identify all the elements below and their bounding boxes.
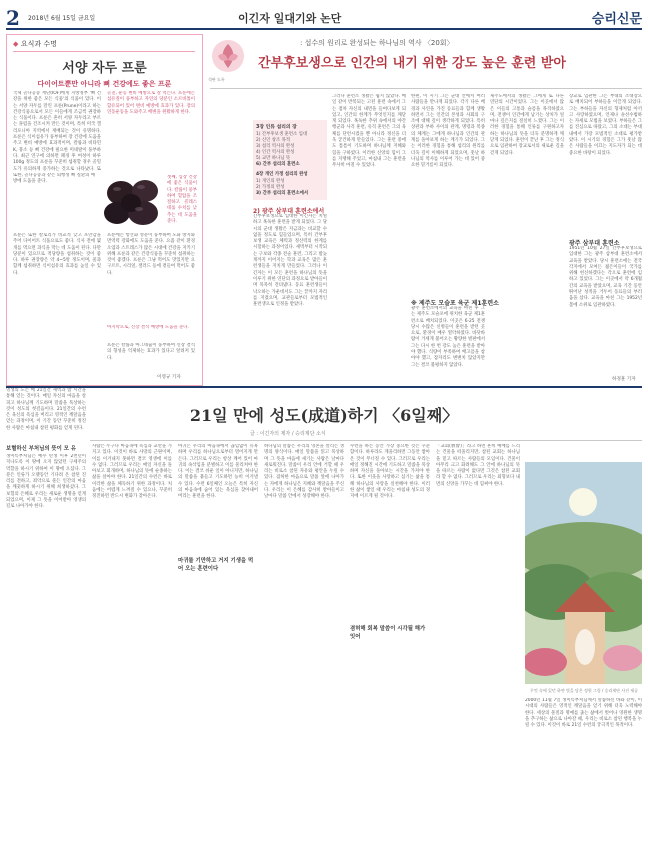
prune-article bbox=[6, 34, 203, 386]
article-body-3: 프룬에는 항산화 성분이 풍부하여 노화 방지와 면역력 강화에도 도움을 준다. 요즘 같이 환경 오염과 스트레스가 많은 시대에 건강을 지키기 위해 프룬과 같은 건강식품을 꾸준히 섭취하는 것이 좋겠다. 프룬은 그냥 먹어도 맛있지만 요구르트, 시리얼, 샐러드 등에 곁들여 먹어도 좋다. bbox=[107, 233, 195, 276]
article-credit: 이영규 기자 bbox=[157, 375, 181, 380]
series-title: : 섭수의 원리로 완성되는 하나님의 역사 〈20회〉 bbox=[300, 39, 454, 47]
bottom-column-5: 수련을 하는 동안 가장 중요한 것은 꾸준함이다. 하루라도 게을리하면 그동안 쌓아 온 것이 무너질 수 있다. 그러므로 우리는 매일 정해진 시간에 기도하고 말씀을 묵상하며 자신을 돌아보는 시간을 가져야 한다. 또한 이웃을 사랑하고 섬기는 삶을 통해 하나님의 사랑을 실천해야 한다. 이러한 삶이 쌓일 때 우리는 마침내 성도의 경지에 이르게 될 것이다. bbox=[350, 444, 430, 500]
contents-item: 3) 섭리 역사의 완성 bbox=[256, 144, 295, 149]
article-body-1: 국제 골다공증 재단(IOF)에게 지방정부 '뼈 건강을 위한 좋은 모든 식품'의 식품이 있다. 이는 서양 자두를 말린 프룬(Prune)이라고 하는 건강식품으로서 모든 이들에게 조금씩 권장하는 식품이다. 프룬은 흔히 서양 자두라고 부르는 플럼을 건조시켜 만든 것이며, 특히 미국 캘리포니아 지역에서 재배되는 것이 유명하다. 프룬은 식이섬유가 풍부하여 장 건강에 도움을 주고 변비 예방에 효과적이며, 칼륨과 비타민 K, 붕소 등 뼈 건강에 필요한 미네랄이 풍부하다. 최근 연구에 의하면 폐경 후 여성이 하루 100g 정도의 프룬을 꾸준히 섭취할 경우 골밀도가 유의하게 증가하는 것으로 나타났다. 또 bbox=[13, 91, 101, 171]
section-heading: 2) 광주 삼부대 훈련소에서 bbox=[253, 208, 325, 215]
article-quote-4: 마지막으로, 신장 결석 예방에 도움을 준다. bbox=[107, 325, 189, 330]
article-column-1: 간부후보생으로 입대한 이긴자는 치열하고 혹독한 훈련을 받게 되었다. 그 당시의 군대 생활은 지금과는 비교할 수 없을 정도로 힘들었으며, 특히 간부후보생 교육은 체력과 정신력의 한계를 시험하는 과정이었다. 새벽부터 시작되는 구보와 각종 전술 훈련, 그리고 밤늦게까지 이어지는 학과 교육은 많은 훈련생들을 지치게 만들었다. 그러나 이긴자는 이 모든 훈련을 하나님의 뜻을 이루기 위한 연단의 과정으로 받아들이며 묵묵히 견뎌냈다. 동료 훈련생들이 낙오하는 가운데서도 그는 끝까지 자리를 지켰으며, 교관들로부터 모범적인 훈련생으로 인정을 받았다. bbox=[253, 214, 327, 308]
contents-item: 6) 간부 섭리의 훈련소 bbox=[256, 162, 300, 167]
article-column-2: 그러나 훈련소 생활은 쉽지 않았다. 매일 같이 반복되는 고된 훈련 속에서 그는 점차 자신의 내면을 들여다보게 되었고, 인간의 한계가 무엇인지를 깨닫게 되었다. 혹독한 추위 속에서의 야간 행군과 사격 훈련, 유격 훈련은 그의 육체를 단련시켰을 뿐 아니라 정신을 더욱 굳건하게 만들었다. 그는 훈련 중에도 틈틈이 기도하며 하나님께 지혜와 힘을 구하였다. 이러한 신앙의 힘이 그를 지탱해 주었고, 마침내 그는 훈련을 무사히 마칠 수 있었다. bbox=[332, 94, 406, 169]
contents-title: 3장 인류 섭리의 장 bbox=[256, 125, 297, 130]
article-body-2: 프룬은 또한 칼로리가 비교적 낮고 포만감을 주어 다이어트 식품으로도 좋다. 식사 전에 몇 개를 먹으면 과식을 막는 데 도움이 된다. 다만 당분이 있으므로 적당량을 섭취하는 것이 좋다. 하루 권장량은 약 4~5알 정도이며, 물과 함께 섭취하면 식이섬유의 효과를 높일 수 있다. bbox=[13, 233, 101, 276]
logo-caption: 석판 도록 bbox=[208, 77, 225, 82]
bottom-column-7: 2000년 11월 7일 생미륵부처님께서 말씀하신 바와 같이, 이 시대의 사람들은 영적인 깨달음을 얻기 위해 더욱 노력해야 한다. 세상의 물질과 명예를 좇는 삶에서 벗어나 영원한 생명을 추구하는 삶으로 나아갈 때, 우리는 비로소 참된 행복을 누릴 수 있다. 이것이 바로 21일 수련의 궁극적인 목적이다. bbox=[525, 698, 642, 729]
bottom-byline: 글 : 이긴자의 제자 / 승리제단 소식 bbox=[250, 431, 326, 437]
bottom-column-4: 하나님의 말씀은 우리의 영혼을 살리는 생명의 양식이다. 매일 말씀을 읽고 묵상하며 그 뜻을 마음에 새기는 사람은 날마다 새로워진다. 말씀이 우리 안에 거할 때 우리는 비로소 참된 자유와 평안을 누릴 수 있다. 겸허한 마음으로 말씀 앞에 나아가는 자에게 하나님은 지혜와 깨달음을 주신다. 우리는 이 은혜를 감사히 받아들이고 날마다 말씀 안에서 성장해야 한다. bbox=[264, 444, 344, 500]
contents-item: 1) 간부후보생 훈련소 입대 bbox=[256, 132, 308, 137]
article-column-7: 1951년 10월 27일 간부후보생으로 입대한 그는 광주 삼부대 훈련소에서 교육을 받았다. 당시 훈련소에는 전국 각지에서 모여든 젊은이들이 국가를 위해 헌신하겠다는 각오로 훈련에 임하고 있었다. 그는 이곳에서 약 6개월간의 교육을 받았으며, 교육 기간 동안 뛰어난 성적을 거두어 동료들의 부러움을 샀다. 교육을 마친 그는 1952년 봄에 소위로 임관하였다. bbox=[569, 246, 642, 308]
tag-marker-icon: ◆ bbox=[13, 40, 21, 48]
page-header bbox=[6, 6, 642, 30]
article-column-3: 한편, 이 시기 그는 군대 안에서 여러 사람들을 만나게 되었다. 각기 다른 배경과 사연을 가진 동료들과 함께 생활하면서 그는 인간의 본성과 사회의 구조에 대해 깊이 생각하게 되었다. 특히 상관과 부하 사이의 관계, 명령과 복종의 체계는 그에게 하나님과 인간의 관계를 돌아보게 하는 계기가 되었다. 그는 이러한 경험을 통해 섭리의 원리를 더욱 깊이 이해하게 되었으며, 훗날 하나님의 역사를 이루어 가는 데 있어 중요한 밑거름이 되었다. bbox=[411, 94, 485, 169]
divider bbox=[90, 440, 642, 441]
bottom-column-1: 생미륵부처님은 예수 탄생 이후 2천년이 지나도록 이 땅에 오지 않았던 구세주의 역할을 하시기 위하여 이 땅에 오셨다. 그분은 인류가 오랫동안 기다려 온 참된 진리를 전하고, 죄악으로 물든 인간의 마음을 깨끗하게 하시기 위해 희생하셨다. 그 보혈의 은혜로 우리는 새로운 생명을 얻게 되었으며, 이제 그 뜻을 이어받아 영생의 길로 나아가야 한다. bbox=[6, 454, 86, 510]
article-subtitle: 다이어트뿐만 아니라 뼈 건강에도 좋은 프룬 bbox=[37, 80, 172, 88]
contents-item: 3) 간부 섭리의 훈련소에서 bbox=[256, 191, 309, 196]
article-column-6: 장교로 임관한 그는 부대의 소대장으로 배치되어 부하들을 이끌게 되었다. 그는 부하들을 자신의 형제처럼 아끼고 사랑하였으며, 언제나 솔선수범하는 자세로 모범을 보였다. 부하들은 그를 진심으로 따랐고, 그의 소대는 부대 내에서 가장 모범적인 소대로 평가받았다. 이 시기의 경험은 그가 훗날 많은 사람들을 이끄는 지도자가 되는 데 중요한 바탕이 되었다. bbox=[569, 94, 642, 156]
bottom-headline: 21일 만에 성도(成道)하기 〈6일째〉 bbox=[189, 406, 459, 425]
bottom-heading-3: 겸허해 회복 말씀이 시각될 해가 잇어 bbox=[350, 626, 426, 640]
series-contents-box bbox=[253, 120, 327, 200]
contents-item: 5) 교만 하나님 뜻 bbox=[256, 156, 291, 161]
garden-painting bbox=[525, 462, 642, 684]
article-quote-3: 셋째, 심장 건강에 좋은 식품이다. 칼륨이 풍부하여 혈압을 조절하고 콜레스테롤 수치를 낮추는 데 도움을 준다. bbox=[167, 175, 197, 225]
page-number: 2 bbox=[6, 6, 20, 30]
bottom-heading-2: 마귀를 기만하고 거지 기생을 먹어 오는 훈련이다 bbox=[178, 558, 254, 572]
series-logo-icon bbox=[210, 38, 246, 78]
divider bbox=[210, 88, 642, 89]
article-body-4: 프룬은 칼륨과 마그네슘이 풍부하여 신장 결석의 형성을 억제하는 효과가 있다고 알려져 있다. bbox=[107, 343, 195, 361]
painting-caption: 무엇 속에 있던 하얀 빛을 담은 정원 그림 / 승리제단 사진 제공 bbox=[529, 688, 639, 693]
sub-heading: 광주 삼부대 훈련소 bbox=[569, 240, 620, 247]
section-title: 이긴자 일대기와 논단 bbox=[238, 12, 342, 25]
bottom-heading-1: 보혈하신 부처님의 뜻이 모 유 bbox=[6, 446, 76, 452]
contents-item: 4장 개인 가정 섭리의 완성 bbox=[256, 172, 308, 177]
bottom-column-2: 사람은 누구나 마음속에 욕심과 교만을 가지고 있다. 이것이 바로 사망의 근원이며, 이를 이겨내지 못하면 결코 영생에 이를 수 없다. 그러므로 우리는 매일 자신을 돌아보고 회개하며, 하나님의 뜻에 순종하는 삶을 살아야 한다. 21일간의 수련은 바로 이러한 삶을 체득하기 위한 과정이다. 처음에는 어렵게 느껴질 수 있으나, 꾸준히 정진하면 반드시 변화가 찾아온다. bbox=[92, 444, 172, 500]
bottom-column-3a: 마귀는 우리의 마음속에서 끊임없이 유혹하며 우리를 하나님으로부터 멀어지게 만든다. 그러므로 우리는 항상 깨어 있어 마귀의 속삭임을 분별하고 이를 물리쳐야 한다. 이는 결코 쉬운 일이 아니지만, 하나님의 말씀을 붙들고 기도하면 능히 이겨낼 수 있다. 수련 6일째인 오늘은 특히 자신의 마음속에 숨어 있는 욕심을 찾아내어 버리는 훈련을 한다. bbox=[178, 444, 258, 500]
article-column-5: 제주도에서의 생활은 그에게 또 다른 연단의 시간이었다. 그는 이곳에서 많은 이들의 고통과 슬픔을 목격하였으며, 전쟁이 인간에게 남기는 상처가 얼마나 깊은지를 절실히 느꼈다. 그는 이러한 경험을 통해 인류를 구원하고자 하는 하나님의 뜻을 더욱 분명하게 깨닫게 되었다. 훈련이 끝난 후 그는 정식으로 임관하여 장교로서의 새로운 길을 걷게 되었다. bbox=[490, 94, 564, 156]
column-tag bbox=[13, 39, 57, 49]
contents-item: 4) 인간 역사의 완성 bbox=[256, 150, 295, 155]
article-column-4: 광주 훈련소에서의 교육을 마친 후 그는 제주도 모슬포에 위치한 육군 제1훈련소로 배치되었다. 이곳은 6·25 전쟁 당시 수많은 신병들이 훈련을 받던 곳으로, 환경이 매우 열악하였다. 바닷바람이 거세게 불어오는 황량한 벌판에서 그는 다시 한 번 강도 높은 훈련을 받아야 했다. 식량이 부족하여 배고픔을 참아야 했고, 잠자리도 변변치 않았지만 그는 결코 불평하지 않았다. bbox=[411, 306, 485, 368]
issue-date: 2018년 6월 15일 금요일 bbox=[28, 15, 96, 22]
divider bbox=[13, 51, 195, 52]
section-divider bbox=[6, 386, 642, 388]
prunes-photo bbox=[101, 175, 167, 227]
contents-item: 2) 가정의 완성 bbox=[256, 185, 285, 190]
article-title: 서양 자두 프룬 bbox=[62, 61, 147, 76]
masthead: 승리신문 bbox=[591, 12, 642, 27]
article-quote-1: 골칠, 운동 변비 예방으로 잘 먹는다. 프룬에는 섬유질이 풍부하고 자연의 당분인 소르비톨이 함유되어 있어 변비 예방에 효과가 있다. 장의 연동운동을 도와주고 배변을 원활하게 한다. bbox=[107, 91, 195, 115]
article-quote-2: 또한, 골다공증과 같은 퇴행성 뼈 질환의 예방에 도움을 준다. bbox=[13, 173, 95, 185]
sub-heading: ※ 제주도 모슬포 육군 제1훈련소 bbox=[411, 300, 499, 307]
contents-item: 2) 신인 창조 목적 bbox=[256, 138, 291, 143]
article-credit: 하경훈 기자 bbox=[612, 377, 636, 382]
bottom-column-6: 「교회(敎會)」라고 하면 흔히 예배를 드리는 건물을 떠올리지만, 참된 교회는 하나님을 믿고 따르는 사람들의 모임이다. 건물이 아무리 크고 화려해도 그 안에 하나님의 뜻을 따르는 사람이 없다면 그것은 참된 교회라 할 수 없다. 그러므로 우리는 외형보다 내면의 신앙을 가꾸는 데 힘써야 한다. bbox=[436, 444, 520, 487]
main-headline: 간부후보생으로 인간의 내기 위한 강도 높은 훈련 받아 bbox=[258, 56, 566, 71]
contents-item: 1) 개인의 완성 bbox=[256, 179, 285, 184]
bottom-intro: 영생의 도는 매 21일간 새벽과 밤 시간을 통해 얻는 것이다. 매일 자신의 마음을 살피고 하나님께 기도하며 말씀을 묵상하는 것이 성도의 첫걸음이다. 21일간의 수련은 육신의 욕심을 버리고 영적인 깨달음을 얻는 과정이며, 이 기간 동안 꾸준히 정진한 사람은 마침내 참된 평화를 얻게 된다. bbox=[6, 388, 86, 431]
column-tag-label: 요식과 수명 bbox=[20, 40, 57, 48]
